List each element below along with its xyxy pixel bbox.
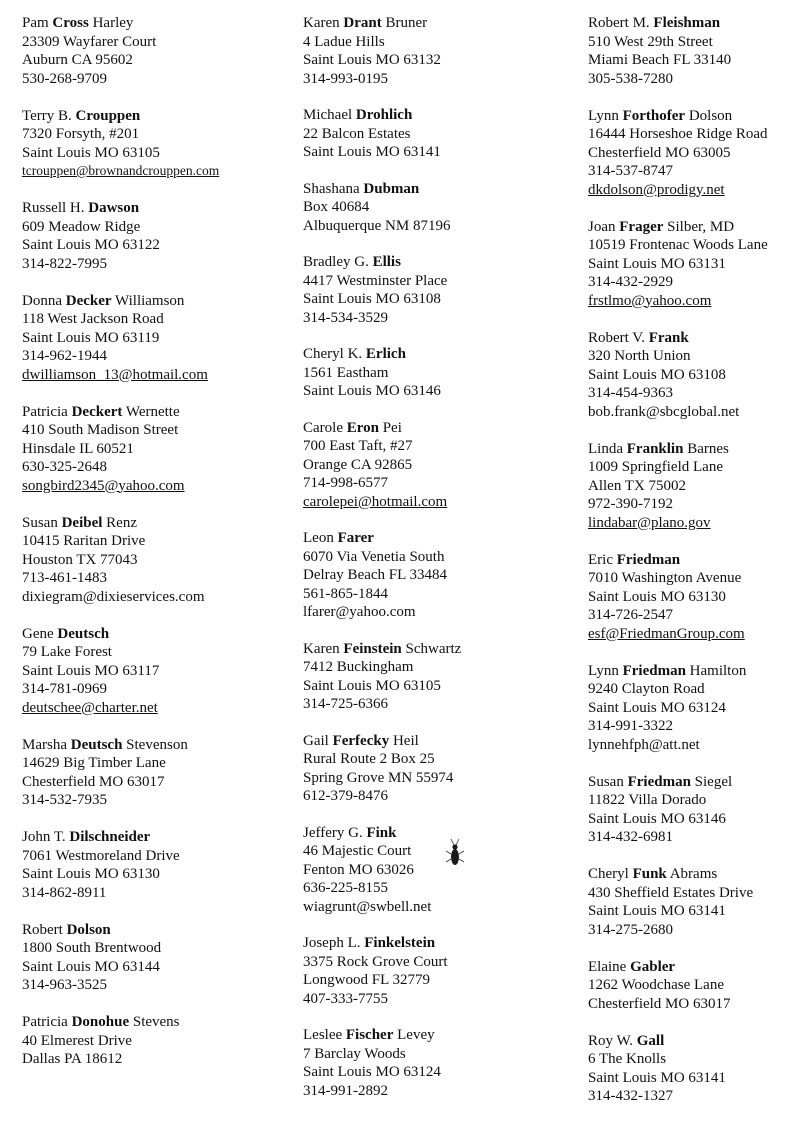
phone-number: 314-781-0969 <box>22 681 107 697</box>
city-state-zip: Saint Louis MO 63146 <box>303 383 441 399</box>
entry-name <box>588 218 800 237</box>
city-state-zip: Saint Louis MO 63105 <box>22 144 160 161</box>
last-name: Deibel <box>61 514 103 531</box>
street-address: 16444 Horseshoe Ridge Road <box>588 126 768 142</box>
first-name: Karen <box>303 15 340 31</box>
phone-number: 314-432-1327 <box>588 1088 673 1104</box>
last-name: Forthofer <box>622 107 686 124</box>
city-state-zip: Saint Louis MO 63132 <box>303 52 441 68</box>
entry-name <box>303 824 568 843</box>
street-address: 609 Meadow Ridge <box>22 218 141 235</box>
married-name: Renz <box>106 514 137 531</box>
phone-number: 314-275-2680 <box>588 921 673 938</box>
entry-name <box>22 828 284 847</box>
entry-name <box>22 1013 284 1032</box>
first-name: Donna <box>22 292 62 309</box>
directory-entry <box>588 329 800 422</box>
phone-number: 972-390-7192 <box>588 496 673 512</box>
first-name: Lynn <box>588 107 619 124</box>
last-name: Gall <box>636 1032 665 1049</box>
first-name: Terry B. <box>22 107 72 124</box>
first-name: Carole <box>303 419 343 436</box>
city-state-zip: Chesterfield MO 63017 <box>22 773 165 790</box>
city-state-zip: Saint Louis MO 63124 <box>588 699 726 716</box>
phone-number: 314-534-3529 <box>303 309 388 326</box>
street-address: 6070 Via Venetia South <box>303 548 445 565</box>
directory-entry <box>588 440 800 533</box>
street-address: 7061 Westmoreland Drive <box>22 847 180 864</box>
entry-name <box>588 440 800 459</box>
street-address: 1009 Springfield Lane <box>588 459 723 475</box>
last-name: Farer <box>337 530 374 546</box>
entry-name <box>588 551 800 570</box>
directory-entry <box>22 921 284 995</box>
city-state-zip: Hinsdale IL 60521 <box>22 440 134 457</box>
email-address: bob.frank@sbcglobal.net <box>588 403 740 420</box>
first-name: Cheryl K. <box>303 346 363 362</box>
last-name: Fischer <box>345 1027 394 1043</box>
last-name: Deutsch <box>70 736 123 753</box>
city-state-zip: Saint Louis MO 63144 <box>22 958 160 975</box>
first-name: Robert V. <box>588 329 645 346</box>
entry-name <box>303 640 568 659</box>
married-name: Harley <box>92 15 134 31</box>
married-name: Heil <box>392 732 419 749</box>
city-state-zip: Saint Louis MO 63108 <box>588 366 726 383</box>
street-address: 46 Majestic Court <box>303 843 412 859</box>
email-address: lfarer@yahoo.com <box>303 604 416 620</box>
city-state-zip: Saint Louis MO 63108 <box>303 291 441 307</box>
phone-number: 314-993-0195 <box>303 70 388 87</box>
last-name: Dawson <box>88 200 140 216</box>
street-address: 9240 Clayton Road <box>588 681 705 697</box>
street-address: 7412 Buckingham <box>303 659 414 675</box>
entry-name <box>22 625 284 644</box>
first-name: Cheryl <box>588 866 629 882</box>
last-name: Frager <box>619 218 664 235</box>
directory-entry <box>588 551 800 644</box>
last-name: Dilschneider <box>69 829 151 845</box>
married-name: Williamson <box>115 292 185 309</box>
directory-entry <box>303 419 568 512</box>
first-name: Leon <box>303 530 334 546</box>
married-name: Pei <box>382 419 402 436</box>
city-state-zip: Houston TX 77043 <box>22 551 138 568</box>
last-name: Drant <box>343 15 382 31</box>
last-name: Cross <box>52 15 89 31</box>
phone-number: 314-537-8747 <box>588 163 673 179</box>
directory-entry <box>303 253 568 327</box>
city-state-zip: Saint Louis MO 63141 <box>588 903 726 919</box>
street-address: 1800 South Brentwood <box>22 940 162 956</box>
street-address: 10519 Frontenac Woods Lane <box>588 237 768 253</box>
married-name: Barnes <box>687 440 729 457</box>
last-name: Funk <box>632 866 667 882</box>
first-name: Jeffery G. <box>303 824 363 841</box>
entry-name <box>588 14 800 33</box>
first-name: Patricia <box>22 403 68 420</box>
city-state-zip: Saint Louis MO 63124 <box>303 1064 441 1080</box>
email-address[interactable]: songbird2345@yahoo.com <box>22 477 185 494</box>
first-name: John T. <box>22 829 66 845</box>
married-name: Bruner <box>385 15 428 31</box>
last-name: Dubman <box>363 180 420 197</box>
directory-entry <box>22 736 284 810</box>
phone-number: 314-862-8911 <box>22 884 107 901</box>
phone-number: 314-432-2929 <box>588 274 673 290</box>
email-address[interactable]: dkdolson@prodigy.net <box>588 181 725 198</box>
last-name: Franklin <box>626 440 684 457</box>
street-address: 22 Balcon Estates <box>303 125 411 142</box>
city-state-zip: Saint Louis MO 63117 <box>22 662 160 679</box>
directory-entry <box>588 218 800 311</box>
phone-number: 314-822-7995 <box>22 255 107 272</box>
first-name: Robert M. <box>588 15 650 31</box>
first-name: Susan <box>22 514 58 531</box>
first-name: Gail <box>303 732 329 749</box>
last-name: Decker <box>65 292 112 309</box>
phone-number: 636-225-8155 <box>303 880 388 896</box>
phone-number: 630-325-2648 <box>22 459 107 475</box>
street-address: 6 The Knolls <box>588 1051 667 1067</box>
street-address: 23309 Wayfarer Court <box>22 33 157 50</box>
entry-name <box>588 1032 800 1051</box>
entry-name <box>303 180 568 199</box>
first-name: Marsha <box>22 736 67 753</box>
directory-entry <box>588 107 800 200</box>
married-name: Stevens <box>132 1014 180 1030</box>
phone-number: 314-532-7935 <box>22 792 107 808</box>
married-name: Levey <box>397 1027 435 1043</box>
city-state-zip: Saint Louis MO 63141 <box>588 1069 726 1086</box>
street-address: 7320 Forsyth, #201 <box>22 126 140 142</box>
last-name: Erlich <box>365 346 406 362</box>
phone-number: 530-268-9709 <box>22 70 107 87</box>
street-address: 510 West 29th Street <box>588 33 713 50</box>
phone-number: 314-726-2547 <box>588 607 673 623</box>
last-name: Crouppen <box>75 107 141 124</box>
first-name: Karen <box>303 640 340 657</box>
directory-entry <box>303 529 568 622</box>
entry-name <box>588 773 800 792</box>
last-name: Drohlich <box>355 107 413 123</box>
married-name: Silber, MD <box>667 218 735 235</box>
phone-number: 314-432-6981 <box>588 829 673 845</box>
first-name: Lynn <box>588 662 619 679</box>
email-address: dixiegram@dixieservices.com <box>22 588 205 605</box>
directory-entry <box>303 180 568 236</box>
city-state-zip: Saint Louis MO 63122 <box>22 237 160 253</box>
entry-name <box>303 732 568 751</box>
first-name: Joan <box>588 218 616 235</box>
last-name: Friedman <box>616 551 681 568</box>
city-state-zip: Saint Louis MO 63131 <box>588 255 726 272</box>
phone-number: 713-461-1483 <box>22 570 107 586</box>
city-state-zip: Orange CA 92865 <box>303 456 413 473</box>
last-name: Frank <box>648 329 689 346</box>
city-state-zip: Saint Louis MO 63146 <box>588 810 726 827</box>
city-state-zip: Saint Louis MO 63130 <box>588 588 726 605</box>
directory-column-1 <box>22 14 284 1087</box>
phone-number: 314-963-3525 <box>22 977 107 993</box>
entry-name <box>22 292 284 311</box>
entry-name <box>303 1026 568 1045</box>
street-address: 3375 Rock Grove Court <box>303 953 448 970</box>
street-address: 4 Ladue Hills <box>303 33 385 50</box>
street-address: 430 Sheffield Estates Drive <box>588 884 754 901</box>
email-address: wiagrunt@swbell.net <box>303 898 432 915</box>
last-name: Donohue <box>71 1014 130 1030</box>
entry-name <box>588 662 800 681</box>
directory-entry <box>303 345 568 401</box>
last-name: Dolson <box>66 921 111 938</box>
last-name: Ferfecky <box>332 732 390 749</box>
street-address: 1262 Woodchase Lane <box>588 977 724 993</box>
directory-entry <box>22 14 284 88</box>
directory-entry <box>303 640 568 714</box>
first-name: Robert <box>22 921 63 938</box>
phone-number: 314-725-6366 <box>303 696 388 712</box>
phone-number: 314-991-3322 <box>588 718 673 734</box>
directory-entry <box>303 1026 568 1100</box>
phone-number: 407-333-7755 <box>303 990 388 1007</box>
directory-column-3 <box>588 14 800 1124</box>
city-state-zip: Saint Louis MO 63105 <box>303 677 441 694</box>
phone-number: 314-962-1944 <box>22 348 107 364</box>
street-address: 4417 Westminster Place <box>303 272 448 289</box>
married-name: Wernette <box>125 403 180 420</box>
email-address[interactable]: frstlmo@yahoo.com <box>588 292 712 309</box>
city-state-zip: Spring Grove MN 55974 <box>303 769 454 786</box>
entry-name <box>22 403 284 422</box>
city-state-zip: Fenton MO 63026 <box>303 861 414 878</box>
directory-entry <box>588 865 800 939</box>
entry-name <box>303 529 568 548</box>
directory-entry <box>303 106 568 162</box>
directory-entry <box>22 514 284 607</box>
married-name: Dolson <box>688 107 733 124</box>
first-name: Roy W. <box>588 1032 634 1049</box>
phone-number: 561-865-1844 <box>303 585 388 602</box>
city-state-zip: Chesterfield MO 63017 <box>588 995 731 1012</box>
entry-name <box>22 199 284 218</box>
city-state-zip: Saint Louis MO 63119 <box>22 329 160 346</box>
entry-name <box>303 934 568 953</box>
entry-name <box>303 14 568 33</box>
entry-name <box>22 514 284 533</box>
directory-entry <box>588 1032 800 1106</box>
first-name: Eric <box>588 551 613 568</box>
phone-number: 305-538-7280 <box>588 70 673 87</box>
directory-entry <box>303 732 568 806</box>
first-name: Gene <box>22 625 54 642</box>
entry-name <box>588 958 800 977</box>
last-name: Feinstein <box>343 640 402 657</box>
street-address: Rural Route 2 Box 25 <box>303 751 435 767</box>
city-state-zip: Longwood FL 32779 <box>303 972 430 988</box>
directory-entry <box>588 14 800 88</box>
entry-name <box>588 865 800 884</box>
directory-entry <box>22 199 284 273</box>
directory-entry <box>303 824 568 917</box>
married-name: Schwartz <box>405 640 462 657</box>
entry-name <box>22 736 284 755</box>
directory-entry <box>22 1013 284 1069</box>
entry-name <box>22 14 284 33</box>
first-name: Russell H. <box>22 200 85 216</box>
street-address: 10415 Raritan Drive <box>22 533 146 549</box>
city-state-zip: Miami Beach FL 33140 <box>588 52 732 68</box>
entry-name <box>588 329 800 348</box>
first-name: Pam <box>22 15 49 31</box>
last-name: Gabler <box>630 958 676 975</box>
directory-column-2 <box>303 14 568 1118</box>
entry-name <box>588 107 800 126</box>
directory-entry <box>22 828 284 902</box>
last-name: Deutsch <box>57 625 110 642</box>
last-name: Friedman <box>622 662 686 679</box>
last-name: Eron <box>346 419 379 436</box>
married-name: Stevenson <box>126 736 188 753</box>
first-name: Bradley G. <box>303 254 369 270</box>
first-name: Leslee <box>303 1027 343 1043</box>
entry-name <box>303 106 568 125</box>
directory-entry <box>22 107 284 181</box>
first-name: Susan <box>588 773 624 790</box>
directory-entry <box>303 14 568 88</box>
last-name: Ellis <box>372 254 401 270</box>
directory-entry <box>588 662 800 755</box>
phone-number: 612-379-8476 <box>303 788 388 804</box>
last-name: Fleishman <box>653 15 721 31</box>
first-name: Michael <box>303 107 353 123</box>
first-name: Elaine <box>588 958 627 975</box>
entry-name <box>303 253 568 272</box>
last-name: Deckert <box>71 403 123 420</box>
first-name: Patricia <box>22 1014 68 1030</box>
street-address: 11822 Villa Dorado <box>588 792 707 808</box>
last-name: Fink <box>366 824 397 841</box>
email-address[interactable]: dwilliamson_13@hotmail.com <box>22 366 208 383</box>
entry-name <box>303 345 568 364</box>
phone-number: 314-454-9363 <box>588 385 673 401</box>
street-address: 1561 Eastham <box>303 364 389 381</box>
street-address: 79 Lake Forest <box>22 644 112 660</box>
city-state-zip: Delray Beach FL 33484 <box>303 567 447 583</box>
last-name: Friedman <box>627 773 691 790</box>
married-name: Hamilton <box>689 662 747 679</box>
married-name: Siegel <box>694 773 733 790</box>
directory-entry <box>588 773 800 847</box>
city-state-zip: Saint Louis MO 63141 <box>303 144 441 160</box>
street-address: 7 Barclay Woods <box>303 1045 406 1062</box>
directory-entry <box>303 934 568 1008</box>
entry-name <box>22 921 284 940</box>
street-address: 7010 Washington Avenue <box>588 570 742 586</box>
email-address[interactable]: carolepei@hotmail.com <box>303 493 448 510</box>
street-address: 14629 Big Timber Lane <box>22 755 166 771</box>
directory-entry <box>22 292 284 385</box>
entry-name <box>303 419 568 438</box>
email-address[interactable]: esf@FriedmanGroup.com <box>588 625 745 642</box>
insect-speck-icon <box>444 838 466 870</box>
email-address: lynnehfph@att.net <box>588 736 700 753</box>
entry-name <box>22 107 284 126</box>
phone-number: 714-998-6577 <box>303 475 388 491</box>
directory-entry <box>22 625 284 718</box>
married-name: Abrams <box>669 866 718 882</box>
street-address: 410 South Madison Street <box>22 422 179 438</box>
city-state-zip: Dallas PA 18612 <box>22 1051 123 1067</box>
directory-entry <box>22 403 284 496</box>
email-address[interactable]: deutschee@charter.net <box>22 699 158 716</box>
city-state-zip: Auburn CA 95602 <box>22 52 133 68</box>
street-address: 320 North Union <box>588 348 691 364</box>
phone-number: 314-991-2892 <box>303 1082 388 1099</box>
email-address[interactable]: lindabar@plano.gov <box>588 514 711 531</box>
city-state-zip: Saint Louis MO 63130 <box>22 866 160 882</box>
city-state-zip: Chesterfield MO 63005 <box>588 144 731 161</box>
directory-entry <box>588 958 800 1014</box>
street-address: 700 East Taft, #27 <box>303 438 413 454</box>
street-address: 40 Elmerest Drive <box>22 1032 132 1049</box>
city-state-zip: Albuquerque NM 87196 <box>303 217 451 234</box>
street-address: 118 West Jackson Road <box>22 311 164 327</box>
first-name: Linda <box>588 440 623 457</box>
first-name: Shashana <box>303 180 360 197</box>
last-name: Finkelstein <box>364 935 436 951</box>
email-address[interactable]: tcrouppen@brownandcrouppen.com <box>22 163 220 178</box>
first-name: Joseph L. <box>303 935 361 951</box>
street-address: Box 40684 <box>303 199 370 215</box>
city-state-zip: Allen TX 75002 <box>588 477 687 494</box>
